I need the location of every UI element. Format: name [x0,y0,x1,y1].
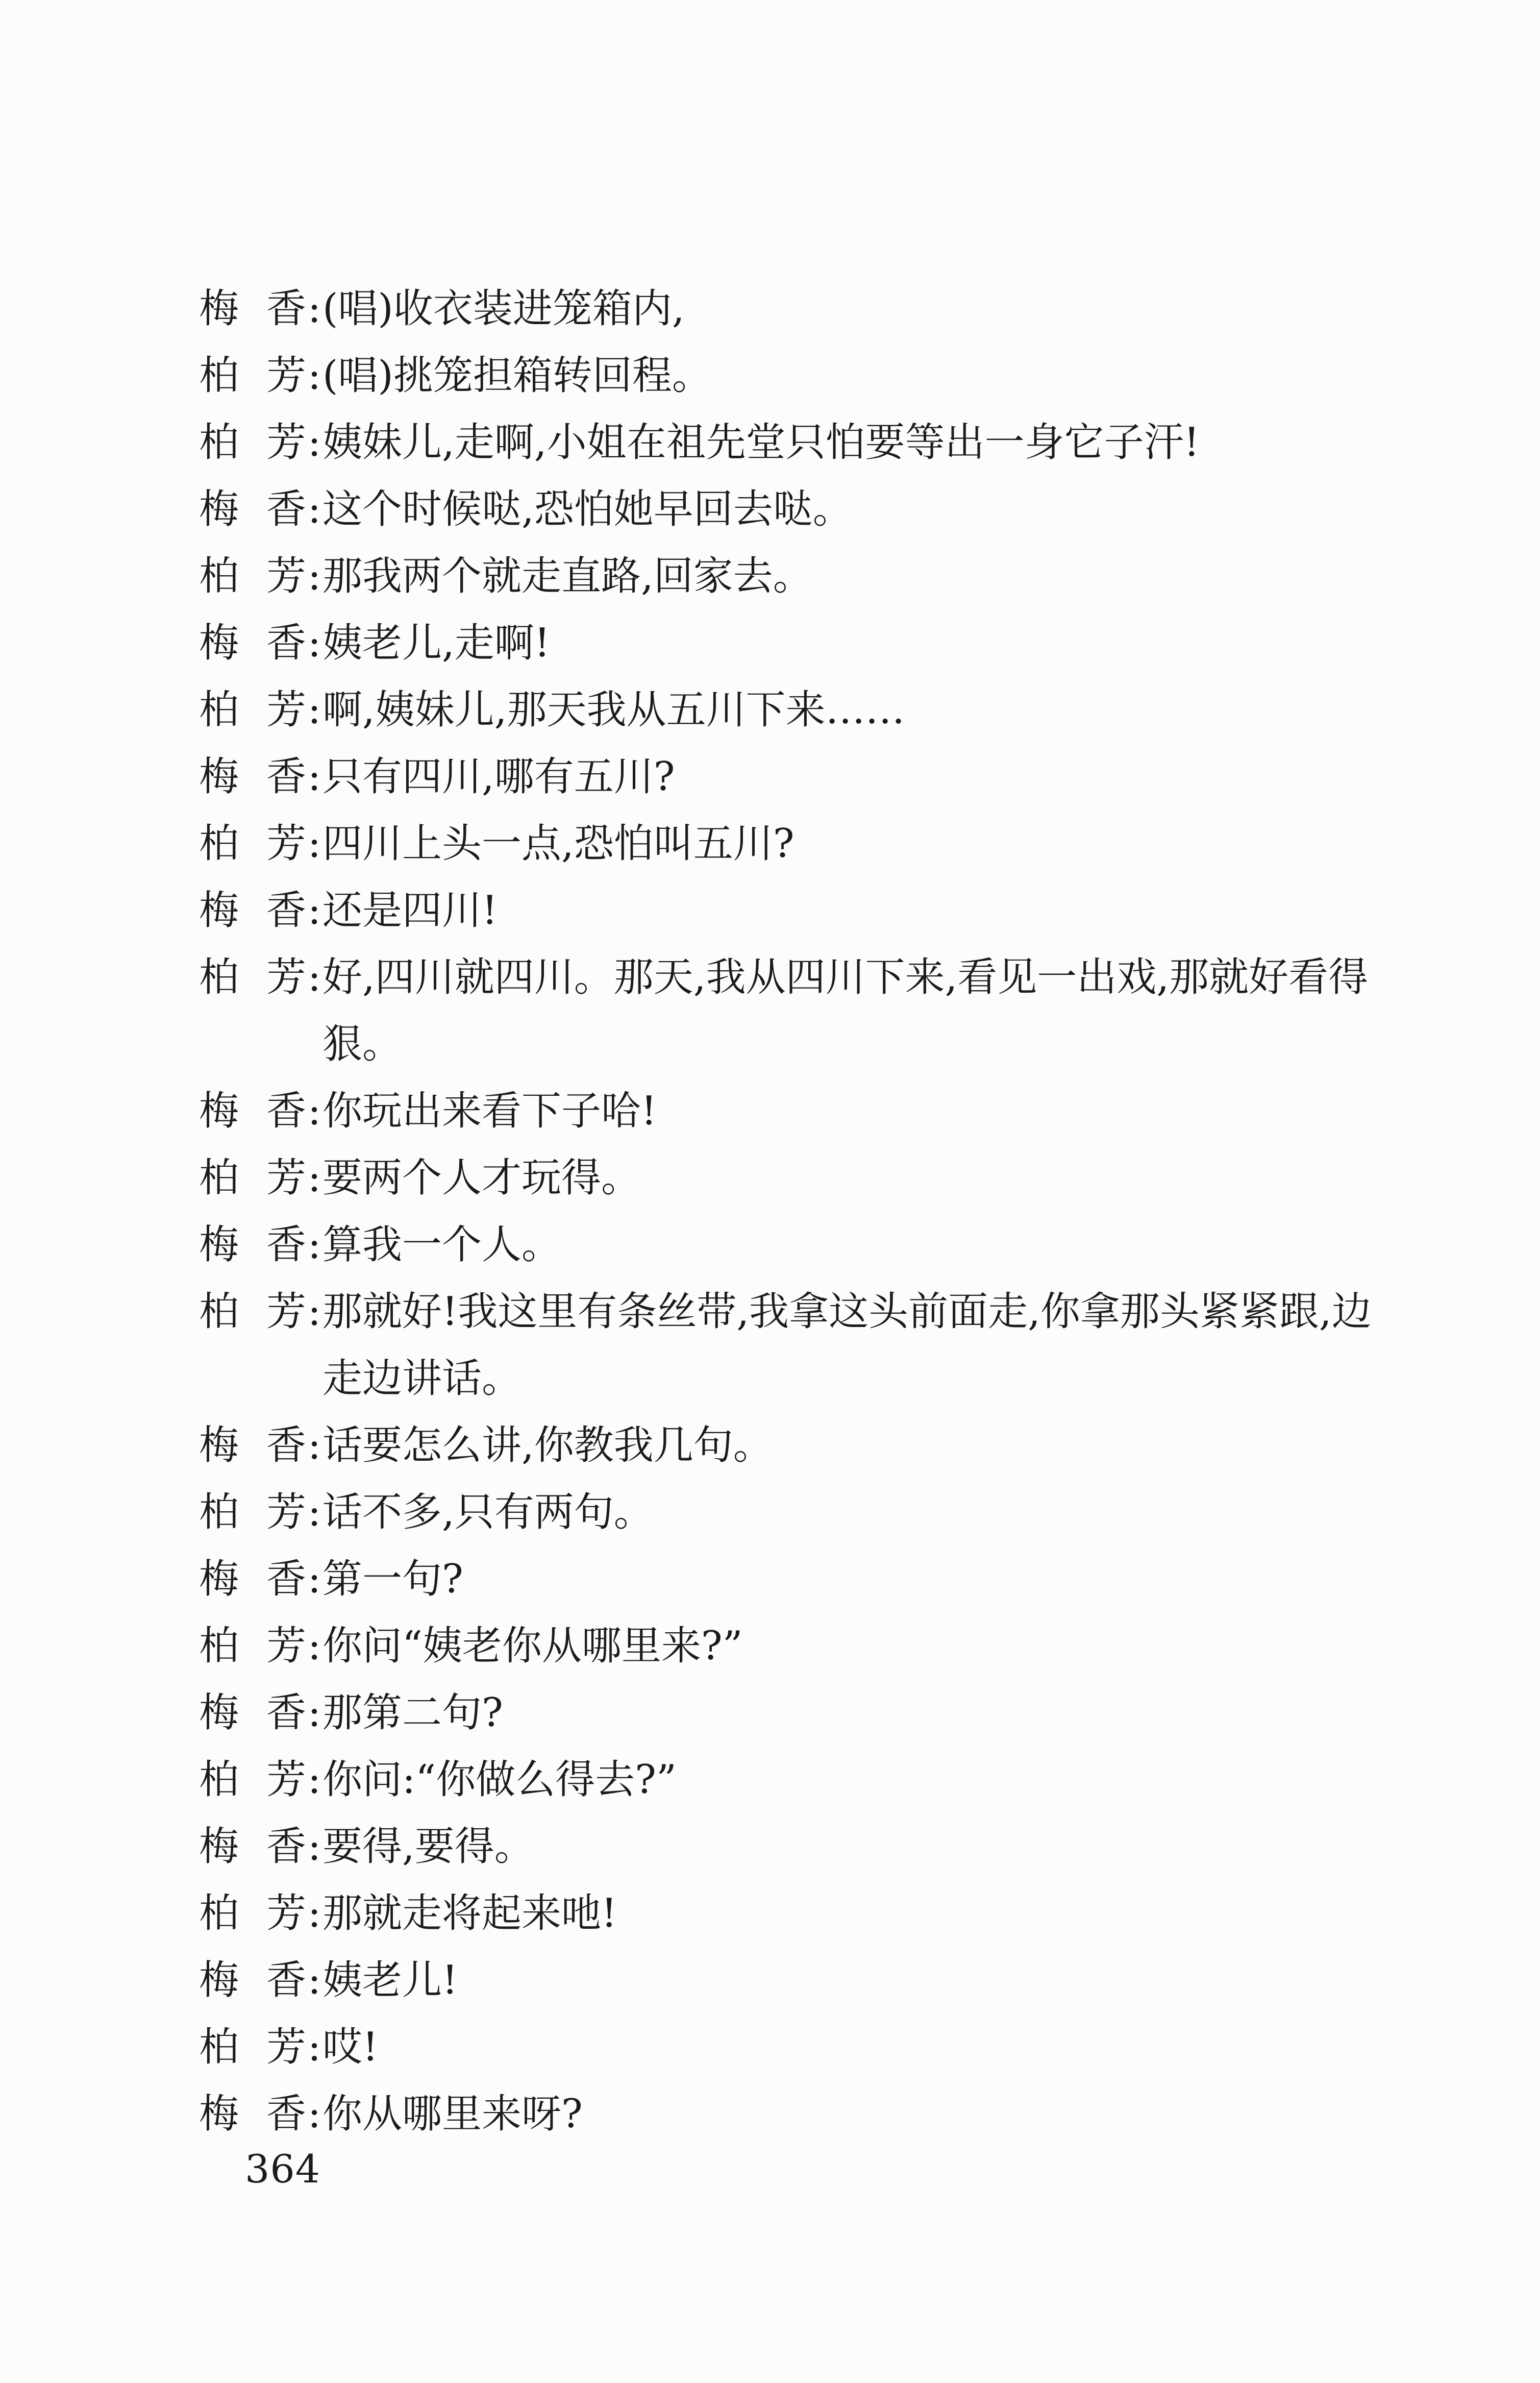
speech-text: 好,四川就四川。那天,我从四川下来,看见一出戏,那就好看得狠。 [322,954,1369,1067]
speaker-colon: : [307,1690,321,1736]
speaker-colon: : [307,1289,321,1335]
dialogue-line [199,1145,1403,1212]
speaker-colon: : [307,1088,321,1134]
speech-text: 只有四川,哪有五川? [322,754,675,800]
dialogue-line [199,342,1403,409]
speech-text: 那就好!我这里有条丝带,我拿这头前面走,你拿那头紧紧跟,边走边讲话。 [322,1289,1372,1402]
speech-text: 要得,要得。 [322,1824,534,1870]
speaker-char-2: 香 [266,1556,306,1602]
speaker-name [199,944,306,1011]
speech-text: 算我一个人。 [322,1222,562,1268]
speaker-name [199,543,306,610]
speaker-char-2: 芳 [266,420,306,465]
speaker-char-1: 柏 [199,1155,239,1201]
speaker-name [199,877,306,944]
speaker-char-2: 芳 [266,687,306,733]
speaker-name [199,1680,306,1747]
speech-text: 姨妹儿,走啊,小姐在祖先堂只怕要等出一身它子汗! [322,420,1200,465]
dialogue-line [199,1680,1403,1747]
speaker-name [199,1212,306,1279]
speaker-char-1: 梅 [199,1422,239,1468]
speech-text: 那就走将起来吔! [322,1890,617,1936]
speaker-name [199,1747,306,1813]
speaker-name [199,1813,306,1880]
speaker-name [199,1279,306,1345]
speaker-char-2: 香 [266,486,306,532]
speaker-char-2: 芳 [266,954,306,1000]
speech-text: 姨老儿,走啊! [322,620,551,666]
speech-text: 你问“姨老你从哪里来?” [322,1623,743,1669]
speaker-char-1: 柏 [199,821,239,867]
speaker-char-1: 柏 [199,1890,239,1936]
speaker-name [199,1947,306,2014]
speaker-char-2: 香 [266,1690,306,1736]
speaker-char-2: 芳 [266,1289,306,1335]
speaker-char-1: 柏 [199,1623,239,1669]
speech-text: 啊,姨妹儿,那天我从五川下来…… [322,687,905,733]
speaker-name [199,1078,306,1145]
dialogue-line [199,1747,1403,1813]
dialogue-line [199,1279,1403,1412]
dialogue-line [199,1212,1403,1279]
speaker-char-1: 梅 [199,1556,239,1602]
speaker-char-2: 芳 [266,2024,306,2070]
speaker-colon: : [307,1890,321,1936]
speaker-char-2: 芳 [266,1155,306,1201]
speech-text: 你从哪里来呀? [322,2091,583,2137]
speech-text: 你问:“你做么得去?” [322,1757,677,1803]
dialogue-line [199,276,1403,342]
speaker-char-2: 香 [266,620,306,666]
speaker-name [199,2081,306,2148]
speech-text: 那我两个就走直路,回家去。 [322,553,813,599]
dialogue-line [199,2014,1403,2081]
speaker-name [199,1546,306,1613]
speaker-char-1: 梅 [199,754,239,800]
speaker-char-2: 香 [266,286,306,332]
speaker-char-1: 柏 [199,420,239,465]
speaker-colon: : [307,353,321,399]
dialogue-line [199,409,1403,476]
speaker-colon: : [307,888,321,933]
speaker-name [199,744,306,810]
speaker-char-2: 芳 [266,1489,306,1535]
speech-text: 要两个人才玩得。 [322,1155,641,1201]
speaker-char-1: 梅 [199,1088,239,1134]
dialogue-line [199,810,1403,877]
speaker-char-2: 香 [266,1088,306,1134]
speaker-char-1: 梅 [199,1690,239,1736]
speaker-char-1: 梅 [199,1222,239,1268]
speaker-name [199,1412,306,1479]
dialogue-line [199,610,1403,677]
speech-text: (唱)挑笼担箱转回程。 [322,353,712,399]
speaker-char-1: 梅 [199,1957,239,2003]
speech-text: (唱)收衣装进笼箱内, [322,286,685,332]
speech-text: 四川上头一点,恐怕叫五川? [322,821,794,867]
speaker-char-1: 柏 [199,687,239,733]
speech-text: 这个时候哒,恐怕她早回去哒。 [322,486,853,532]
speaker-name [199,1880,306,1947]
speaker-colon: : [307,687,321,733]
speaker-char-1: 梅 [199,888,239,933]
speaker-name [199,476,306,543]
speaker-char-2: 香 [266,1422,306,1468]
speaker-colon: : [307,286,321,332]
speaker-char-1: 梅 [199,486,239,532]
speaker-colon: : [307,1957,321,2003]
speaker-colon: : [307,821,321,867]
speaker-colon: : [307,1556,321,1602]
speaker-name [199,1613,306,1680]
speaker-name [199,1479,306,1546]
speaker-char-1: 柏 [199,1289,239,1335]
dialogue-line [199,1613,1403,1680]
dialogue-line [199,877,1403,944]
dialogue-line [199,1546,1403,1613]
speaker-colon: : [307,620,321,666]
speaker-colon: : [307,2091,321,2137]
speaker-char-2: 香 [266,754,306,800]
speech-text: 话要怎么讲,你教我几句。 [322,1422,773,1468]
dialogue-line [199,1947,1403,2014]
speaker-name [199,610,306,677]
speaker-char-1: 梅 [199,1824,239,1870]
speaker-name [199,677,306,744]
dialogue-line [199,1479,1403,1546]
speaker-colon: : [307,1757,321,1803]
speaker-char-1: 梅 [199,286,239,332]
speaker-char-1: 柏 [199,1757,239,1803]
speaker-char-2: 香 [266,2091,306,2137]
page-number: 364 [245,2146,321,2192]
dialogue-line [199,744,1403,810]
dialogue-line [199,677,1403,744]
speaker-name [199,276,306,342]
speaker-colon: : [307,420,321,465]
speech-text: 你玩出来看下子哈! [322,1088,657,1134]
speaker-char-1: 梅 [199,2091,239,2137]
speaker-colon: : [307,553,321,599]
speaker-char-2: 香 [266,888,306,933]
speaker-colon: : [307,1155,321,1201]
speaker-char-2: 芳 [266,553,306,599]
dialogue-script [199,276,1403,2148]
speaker-name [199,2014,306,2081]
speaker-char-2: 香 [266,1824,306,1870]
speaker-name [199,1145,306,1212]
speech-text: 第一句? [322,1556,463,1602]
dialogue-line [199,1880,1403,1947]
speech-text: 那第二句? [322,1690,503,1736]
speaker-colon: : [307,486,321,532]
dialogue-line [199,2081,1403,2148]
speaker-char-2: 香 [266,1957,306,2003]
speaker-colon: : [307,1422,321,1468]
speaker-char-1: 梅 [199,620,239,666]
speaker-char-1: 柏 [199,1489,239,1535]
speaker-colon: : [307,1824,321,1870]
speech-text: 还是四川! [322,888,498,933]
speaker-colon: : [307,754,321,800]
speaker-char-2: 香 [266,1222,306,1268]
speech-text: 姨老儿! [322,1957,458,2003]
speech-text: 哎! [322,2024,379,2070]
dialogue-line [199,476,1403,543]
dialogue-line [199,543,1403,610]
dialogue-line [199,1813,1403,1880]
speaker-name [199,409,306,476]
speaker-colon: : [307,954,321,1000]
speaker-char-1: 柏 [199,2024,239,2070]
speaker-colon: : [307,1623,321,1669]
speaker-name [199,810,306,877]
speaker-char-1: 柏 [199,553,239,599]
dialogue-line [199,944,1403,1078]
speaker-colon: : [307,1489,321,1535]
speaker-char-2: 芳 [266,1623,306,1669]
speaker-char-2: 芳 [266,353,306,399]
speaker-name [199,342,306,409]
speaker-colon: : [307,1222,321,1268]
speech-text: 话不多,只有两句。 [322,1489,654,1535]
speaker-char-1: 柏 [199,954,239,1000]
speaker-char-2: 芳 [266,1890,306,1936]
dialogue-line [199,1078,1403,1145]
speaker-colon: : [307,2024,321,2070]
dialogue-line [199,1412,1403,1479]
speaker-char-2: 芳 [266,821,306,867]
speaker-char-2: 芳 [266,1757,306,1803]
speaker-char-1: 柏 [199,353,239,399]
